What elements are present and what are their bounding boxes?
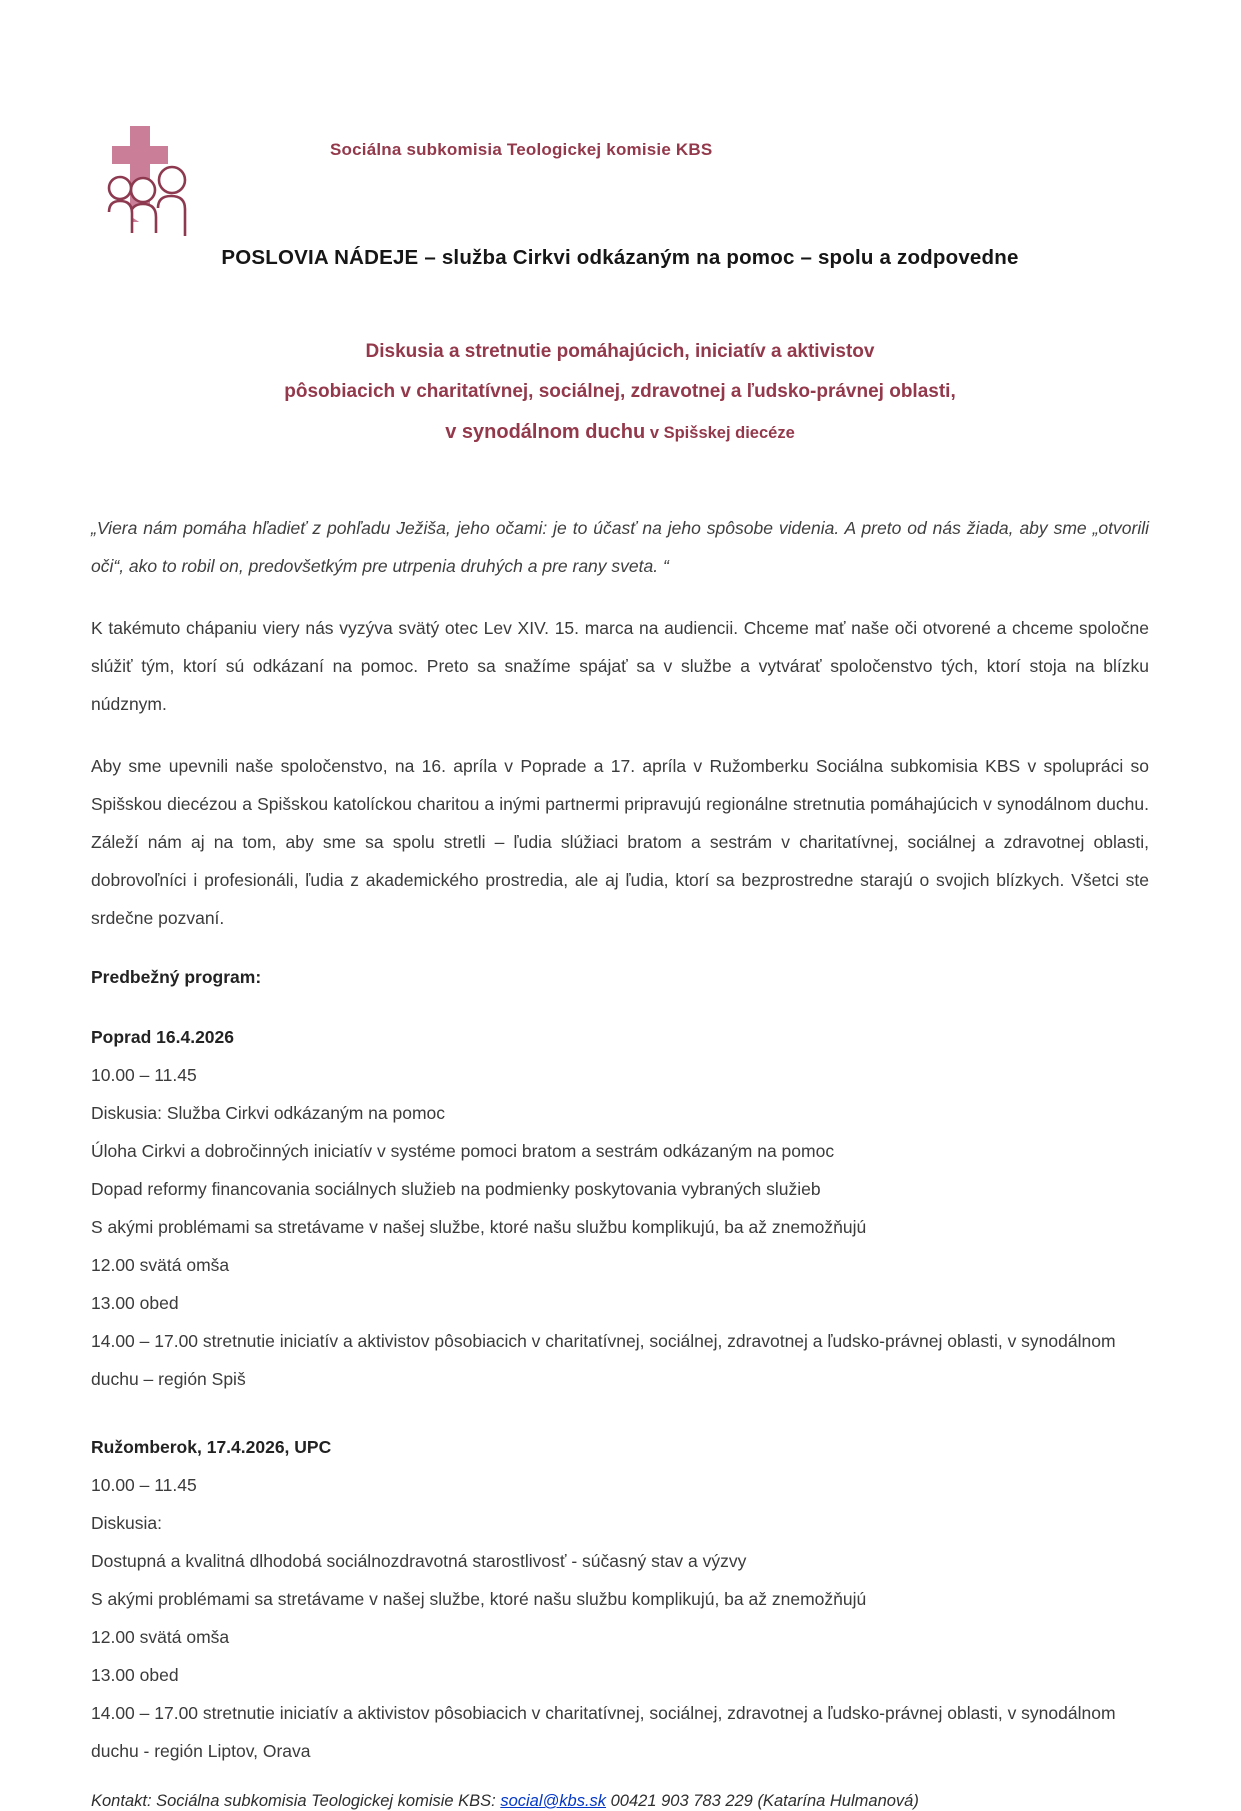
- contact-footer: [91, 1792, 1149, 1811]
- session-line: S akými problémami sa stretávame v našej službe, ktoré našu službu komplikujú, ba až znemožňujú: [91, 1217, 867, 1237]
- session-title: Poprad 16.4.2026: [91, 1027, 234, 1047]
- session-line: 10.00 – 11.45: [91, 1475, 197, 1495]
- session-line: 12.00 svätá omša: [91, 1255, 230, 1275]
- session-line: Dostupná a kvalitná dlhodobá sociálnozdravotná starostlivosť - súčasný stav a výzvy: [91, 1551, 747, 1571]
- subtitle-line-2: pôsobiacich v charitatívnej, sociálnej, zdravotnej a ľudsko-právnej oblasti,: [284, 381, 956, 402]
- session-poprad: [91, 1018, 1149, 1398]
- subtitle-line-1: Diskusia a stretnutie pomáhajúcich, iniciatív a aktivistov: [365, 341, 875, 362]
- body-paragraph-1: K takémuto chápaniu viery nás vyzýva svätý otec Lev XIV. 15. marca na audiencii. Chceme mať naše oči otvorené a chceme spoločne slúžiť tým, ktorí sú odkázaní na pomoc. Preto sa snažíme spájať sa v službe a vytvárať spoločenstvo tých, ktorí stoja na blízku núdznym.: [91, 618, 1149, 714]
- document-subtitle: [91, 332, 1149, 453]
- quote-paragraph: „Viera nám pomáha hľadieť z pohľadu Ježiša, jeho očami: je to účasť na jeho spôsobe videnia. A preto od nás žiada, aby sme „otvorili oči“, ako to robil on, predovšetkým pre utrpenia druhých a pre rany sveta. “: [91, 518, 1149, 576]
- session-line: 10.00 – 11.45: [91, 1065, 197, 1085]
- subtitle-line-3: [91, 412, 1149, 453]
- document-header: [91, 118, 1149, 230]
- session-line: Diskusia:: [91, 1513, 162, 1533]
- session-line: Dopad reformy financovania sociálnych služieb na podmienky poskytovania vybraných služieb: [91, 1179, 821, 1199]
- session-line: 14.00 – 17.00 stretnutie iniciatív a aktivistov pôsobiacich v charitatívnej, sociálnej, zdravotnej a ľudsko-právnej oblasti, v synodálnom duchu – región Spiš: [91, 1331, 1116, 1389]
- session-line: 13.00 obed: [91, 1665, 179, 1685]
- contact-email-link[interactable]: social@kbs.sk: [500, 1792, 607, 1810]
- body-paragraph-2: Aby sme upevnili naše spoločenstvo, na 16. apríla v Poprade a 17. apríla v Ružomberku Sociálna subkomisia KBS v spolupráci so Spišskou diecézou a Spišskou katolíckou charitou a inými partnermi pripravujú regionálne stretnutia pomáhajúcich v synodálnom duchu. Záleží nám aj na tom, aby sme sa spolu stretli – ľudia slúžiaci bratom a sestrám v charitatívnej, sociálnej a zdravotnej oblasti, dobrovoľníci i profesionáli, ľudia z akademického prostredia, ale aj ľudia, ktorí sa bezprostredne starajú o svojich blízkych. Všetci ste srdečne pozvaní.: [91, 756, 1149, 928]
- session-line: Úloha Cirkvi a dobročinných iniciatív v systéme pomoci bratom a sestrám odkázaným na pomoc: [91, 1141, 835, 1161]
- session-line: S akými problémami sa stretávame v našej službe, ktoré našu službu komplikujú, ba až znemožňujú: [91, 1589, 867, 1609]
- session-line: 13.00 obed: [91, 1293, 179, 1313]
- contact-suffix: 00421 903 783 229 (Katarína Hulmanová): [606, 1792, 919, 1810]
- cross-people-logo-icon: [100, 118, 200, 236]
- program-heading: Predbežný program:: [91, 967, 262, 987]
- session-ruzomberok: [91, 1428, 1149, 1770]
- contact-prefix: Kontakt: Sociálna subkomisia Teologickej komisie KBS:: [91, 1792, 501, 1810]
- session-line: Diskusia: Služba Cirkvi odkázaným na pomoc: [91, 1103, 446, 1123]
- document-title: POSLOVIA NÁDEJE – služba Cirkvi odkázaným na pomoc – spolu a zodpovedne: [221, 246, 1019, 269]
- organization-name: Sociálna subkomisia Teologickej komisie KBS: [330, 140, 713, 159]
- session-title: Ružomberok, 17.4.2026, UPC: [91, 1437, 332, 1457]
- subtitle-line-3-sub: v Spišskej diecéze: [645, 424, 795, 442]
- session-line: 14.00 – 17.00 stretnutie iniciatív a aktivistov pôsobiacich v charitatívnej, sociálnej, zdravotnej a ľudsko-právnej oblasti, v synodálnom duchu - región Liptov, Orava: [91, 1703, 1116, 1761]
- subtitle-line-3-main: v synodálnom duchu: [445, 421, 646, 443]
- session-line: 12.00 svätá omša: [91, 1627, 230, 1647]
